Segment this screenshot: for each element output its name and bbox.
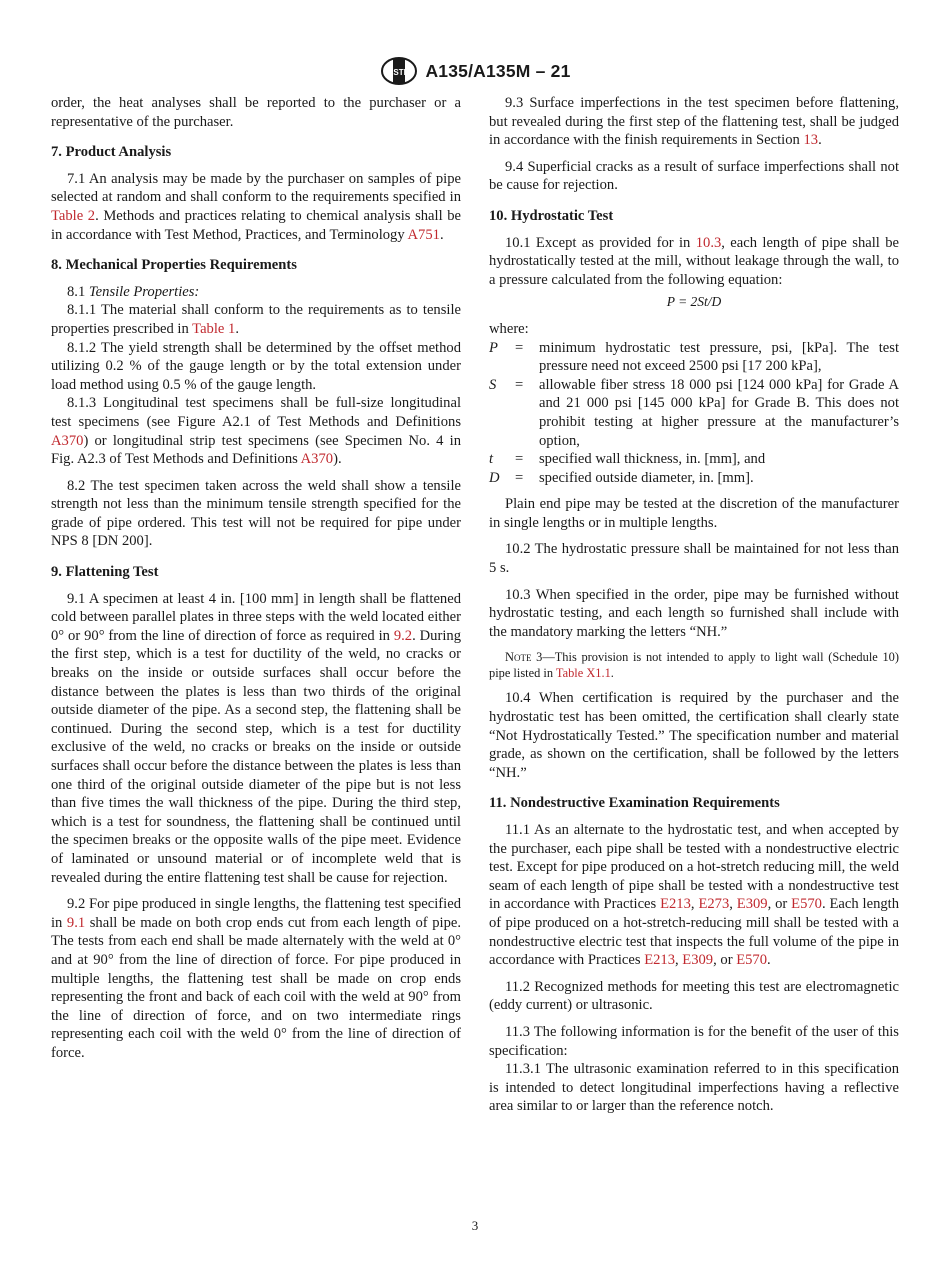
- section-link[interactable]: 10.3: [695, 234, 722, 251]
- table-link[interactable]: Table 2: [51, 207, 96, 224]
- paragraph: 8.1.3 Longitudinal test specimens shall be full-size longitudinal test specimens (see Figure A2.1 of Test Methods and Definitions A370) or longitudinal strip test specimens (see Specimen No. 4 in Fig. A2.3 of Test Methods and Definitions A370).: [51, 395, 461, 468]
- equation: P = 2St/D: [666, 294, 722, 310]
- paragraph: 9.4 Superficial cracks as a result of surface imperfections shall not be cause for rejection.: [489, 158, 899, 194]
- paragraph: 8.1.1 The material shall conform to the requirements as to tensile properties prescribed in Table 1.: [51, 302, 461, 337]
- table-link[interactable]: Table X1.1: [555, 666, 611, 681]
- paragraph: order, the heat analyses shall be reported to the purchaser or a representative of the purchaser.: [51, 95, 461, 130]
- standard-link[interactable]: A370: [51, 432, 84, 449]
- section-link[interactable]: 9.2: [393, 627, 413, 644]
- paragraph: 8.1.2 The yield strength shall be determined by the offset method utilizing 0.2 % of the gauge length or by the total extension under load method using 0.5 % of the gauge length.: [51, 339, 461, 393]
- section-heading: 9. Flattening Test: [51, 564, 159, 581]
- standard-link[interactable]: E273: [698, 896, 730, 913]
- standard-link[interactable]: E309: [736, 896, 768, 913]
- section-link[interactable]: 13: [803, 132, 819, 149]
- variable-list: [489, 339, 899, 488]
- paragraph: 8.1 Tensile Properties:: [67, 283, 200, 300]
- standard-link[interactable]: E309: [682, 952, 714, 969]
- standard-link[interactable]: A370: [300, 451, 334, 468]
- page-number: 3: [471, 1218, 479, 1233]
- table-link[interactable]: Table 1: [192, 320, 236, 337]
- page-header: [0, 56, 950, 86]
- variable-row: t = specified wall thickness, in. [mm], and: [489, 451, 766, 468]
- section-heading: 7. Product Analysis: [51, 144, 172, 161]
- paragraph: 10.2 The hydrostatic pressure shall be maintained for not less than 5 s.: [489, 541, 899, 577]
- paragraph: 9.1 A specimen at least 4 in. [100 mm] in length shall be flattened cold between parallel plates in three steps with the weld located either 0° or 90° from the line of direction of force as required in 9.2. During the first step, which is a test for ductility of the weld, no cracks or breaks on the inside or outside surfaces shall occur before the distance between the plates is less than two thirds of the original outside diameter of the pipe. As a second step, the flattening shall be continued. During the second step, which is a test for ductility exclusive of the weld, no cracks or breaks on the inside or outside surfaces shall occur before the distance between the plates is less than one third of the original outside diameter of the pipe but is not less than five times the wall thickness of the pipe. During the third step, which is a test for soundness, the flattening shall be continued until the specimen breaks or the opposite walls of the pipe meet. Evidence of laminated or unsound material or of incomplete weld that is revealed during the entire flattening test shall be cause for rejection.: [51, 590, 461, 886]
- note: Note 3—This provision is not intended to apply to light wall (Schedule 10) pipe listed in Table X1.1.: [489, 650, 899, 681]
- standard-link[interactable]: E570: [791, 896, 822, 913]
- paragraph: 10.3 When specified in the order, pipe may be furnished without hydrostatic testing, and each length so furnished shall include with the mandatory marking the letters “NH.”: [489, 586, 899, 640]
- paragraph: 11.3.1 The ultrasonic examination referred to in this specification is intended to detect longitudinal imperfections having a reflective area similar to or larger than the reference notch.: [489, 1061, 899, 1115]
- paragraph: 10.4 When certification is required by the purchaser and the hydrostatic test has been omitted, the certification shall clearly state “Not Hydrostatically Tested.” The specification number and material grade, as shown on the certification, shall be followed by the letters “NH.”: [489, 690, 899, 781]
- section-heading: 8. Mechanical Properties Requirements: [51, 257, 297, 274]
- standard-link[interactable]: A751: [407, 226, 440, 243]
- where-label: where:: [489, 320, 529, 337]
- variable-row: S = allowable fiber stress 18 000 psi [124 000 kPa] for Grade A and 21 000 psi [145 000 kPa] for Grade B. This does not prohibit testing at higher pressure at the manufacturer’s option,: [489, 376, 899, 449]
- section-heading: 11. Nondestructive Examination Requirements: [489, 795, 780, 812]
- standard-link[interactable]: E213: [644, 952, 675, 969]
- astm-logo-icon: [379, 56, 419, 86]
- standard-link[interactable]: E570: [736, 952, 768, 969]
- paragraph: Plain end pipe may be tested at the discretion of the manufacturer in single lengths or in multiple lengths.: [489, 496, 899, 531]
- section-heading: 10. Hydrostatic Test: [489, 207, 614, 224]
- paragraph: 8.2 The test specimen taken across the weld shall show a tensile strength not less than the minimum tensile strength specified for the grade of pipe ordered. This test will not be required for pipe under NPS 8 [DN 200].: [51, 477, 461, 550]
- paragraph: 10.1 Except as provided for in 10.3, each length of pipe shall be hydrostatically tested at the mill, without leakage through the wall, to a pressure calculated from the following equation:: [489, 234, 899, 288]
- standard-link[interactable]: E213: [660, 896, 691, 913]
- variable-row: P = minimum hydrostatic test pressure, psi, [kPa]. The test pressure need not exceed 2500 psi [17 200 kPa],: [489, 339, 899, 375]
- left-column: [51, 94, 461, 1071]
- paragraph: 7.1 An analysis may be made by the purchaser on samples of pipe selected at random and shall conform to the requirements specified in Table 2. Methods and practices relating to chemical analysis shall be in accordance with Test Method, Practices, and Terminology A751.: [51, 170, 461, 243]
- section-link[interactable]: 9.1: [66, 914, 86, 931]
- paragraph: 9.2 For pipe produced in single lengths, the flattening test specified in 9.1 shall be made on both crop ends cut from each length of pipe. The tests from each end shall be made alternately with the weld at 0° and at 90° from the line of direction of force. For pipe produced in multiple lengths, the flattening test shall be made on crop ends representing the front and back of each coil with the weld at 90° from the line of direction of force, and on two intermediate rings representing each coil with the weld 0° from the line of direction of force.: [51, 896, 461, 1061]
- paragraph: 9.3 Surface imperfections in the test specimen before flattening, but revealed during the first step of the flattening test, shall be judged in accordance with the finish requirements in Section 13.: [489, 95, 899, 149]
- paragraph: 11.3 The following information is for the benefit of the user of this specification:: [489, 1023, 899, 1059]
- variable-row: D = specified outside diameter, in. [mm].: [489, 469, 754, 486]
- paragraph: 11.1 As an alternate to the hydrostatic test, and when accepted by the purchaser, each pipe shall be tested with a nondestructive electric test. Except for pipe produced on a hot-stretch reducing mill, the weld seam of each length of pipe shall be tested with a nondestructive test in accordance with Practices E213, E273, E309, or E570. Each length of pipe produced on a hot-stretch-reducing mill shall be tested with a nondestructive electric test that inspects the full volume of the pipe in accordance with Practices E213, E309, or E570.: [489, 822, 900, 969]
- right-column: [489, 94, 899, 1124]
- paragraph: 11.2 Recognized methods for meeting this test are electromagnetic (eddy current) or ultrasonic.: [489, 978, 899, 1014]
- svg-text:ASTM: ASTM: [388, 68, 411, 77]
- document-title: A135/A135M – 21: [425, 60, 571, 81]
